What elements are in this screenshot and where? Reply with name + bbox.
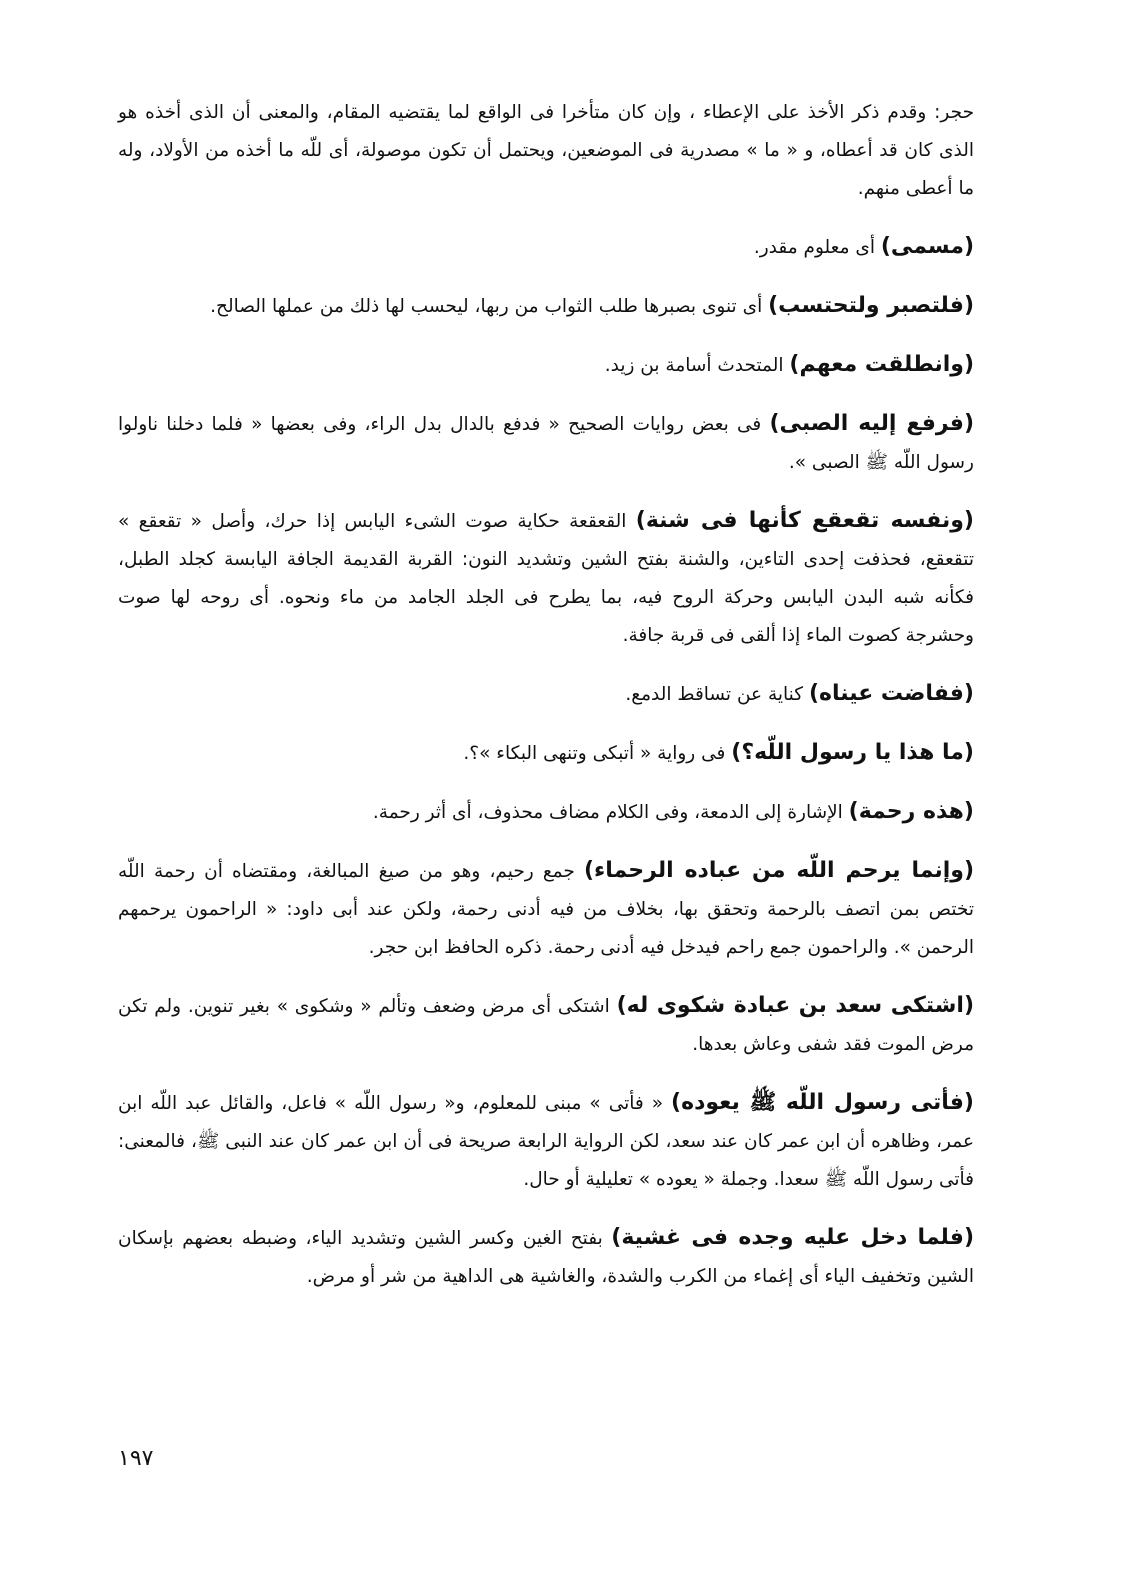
paragraph-text: المتحدث أسامة بن زيد. [604, 355, 790, 376]
lemma-heading: (وانطلقت معهم) [789, 352, 974, 377]
paragraph-hathihi-rahma [118, 793, 974, 832]
paragraph-faruf [118, 405, 974, 482]
lemma-heading: (وإنما يرحم اللّه من عباده الرحماء) [583, 858, 974, 883]
paragraph-text: فى رواية « أتبكى وتنهى البكاء »؟. [463, 743, 732, 764]
paragraph-intro [118, 94, 974, 208]
paragraph-text: « فأتى » مبنى للمعلوم، و« رسول اللّه » فاعل، والقائل عبد اللّه ابن عمر، وظاهره أن ابن عمر كان عند سعد، لكن الرواية الرابعة صريحة فى أن ابن عمر كان عند النبى ﷺ، فالمعنى: فأتى رسول اللّه ﷺ سعدا. وجملة « يعوده » تعليلية أو حال. [118, 1093, 974, 1190]
paragraph-text: أى معلوم مقدر. [753, 237, 881, 258]
lemma-heading: (مسمى) [880, 234, 974, 259]
paragraph-text: الإشارة إلى الدمعة، وفى الكلام مضاف محذوف، أى أثر رحمة. [372, 802, 849, 823]
paragraph-ma-hatha [118, 734, 974, 773]
paragraph-text: فى بعض روايات الصحيح « فدفع بالدال بدل الراء، وفى بعضها « فلما دخلنا ناولوا رسول اللّه ﷺ الصبى ». [118, 414, 974, 473]
lemma-heading: (فأتى رسول اللّه ﷺ يعوده) [671, 1090, 974, 1115]
lemma-heading: (ما هذا يا رسول اللّه؟) [731, 740, 974, 765]
page-number: ١٩٧ [118, 1446, 154, 1471]
paragraph-text: القعقعة حكاية صوت الشىء اليابس إذا حرك، وأصل « تقعقع » تتقعقع، فحذفت إحدى التاءين، والشنة بفتح الشين وتشديد النون: القربة القديمة الجافة اليابسة كجلد الطبل، فكأنه شبه البدن اليابس وحركة الروح فيه، بما يطرح فى الجلد الجامد من ماء ونحوه. أى روحه لها صوت وحشرجة كصوت الماء إذا ألقى فى قربة جافة. [118, 511, 974, 646]
paragraph-text: كناية عن تساقط الدمع. [625, 684, 809, 705]
paragraph-faata [118, 1084, 974, 1199]
paragraph-text: بفتح الغين وكسر الشين وتشديد الياء، وضبطه بعضهم بإسكان الشين وتخفيف الياء أى إغماء من الكرب والشدة، والغاشية هى الداهية من شر أو مرض. [118, 1228, 974, 1287]
paragraph-taqaqa [118, 502, 974, 655]
lemma-heading: (هذه رحمة) [848, 799, 974, 824]
paragraph-text: أى تنوى بصبرها طلب الثواب من ربها، ليحسب لها ذلك من عملها الصالح. [210, 296, 769, 317]
lemma-heading: (اشتكى سعد بن عبادة شكوى له) [616, 993, 974, 1018]
paragraph-text: حجر: وقدم ذكر الأخذ على الإعطاء ، وإن كان متأخرا فى الواقع لما يقتضيه المقام، والمعنى أن الذى أخذه هو الذى كان قد أعطاه، و « ما » مصدرية فى الموضعين، ويحتمل أن تكون موصولة، أى للّه ما أخذه من الأولاد، وله ما أعطى منهم. [118, 102, 974, 199]
paragraph-text: اشتكى أى مرض وضعف وتألم « وشكوى » بغير تنوين. ولم تكن مرض الموت فقد شفى وعاش بعدها. [118, 996, 974, 1055]
lemma-heading: (فرفع إليه الصبى) [769, 411, 974, 436]
lemma-heading: (ففاضت عيناه) [808, 681, 974, 706]
paragraph-fal-tasbir [118, 287, 974, 326]
lemma-heading: (ونفسه تقعقع كأنها فى شنة) [635, 508, 974, 533]
paragraph-musamma [118, 228, 974, 267]
lemma-heading: (فلما دخل عليه وجده فى غشية) [611, 1225, 975, 1250]
page-body [118, 94, 974, 1316]
paragraph-fafadat [118, 675, 974, 714]
lemma-heading: (فلتصبر ولتحتسب) [768, 293, 974, 318]
paragraph-ishtaka [118, 987, 974, 1064]
paragraph-wantalaqt [118, 346, 974, 385]
paragraph-text: جمع رحيم، وهو من صيغ المبالغة، ومقتضاه أن رحمة اللّه تختص بمن اتصف بالرحمة وتحقق بها، بخلاف من فيه أدنى رحمة، ولكن عند أبى داود: « الراحمون يرحمهم الرحمن ». والراحمون جمع راحم فيدخل فيه أدنى رحمة. ذكره الحافظ ابن حجر. [118, 861, 974, 958]
paragraph-falamma [118, 1219, 974, 1296]
paragraph-innama-yarham [118, 852, 974, 967]
